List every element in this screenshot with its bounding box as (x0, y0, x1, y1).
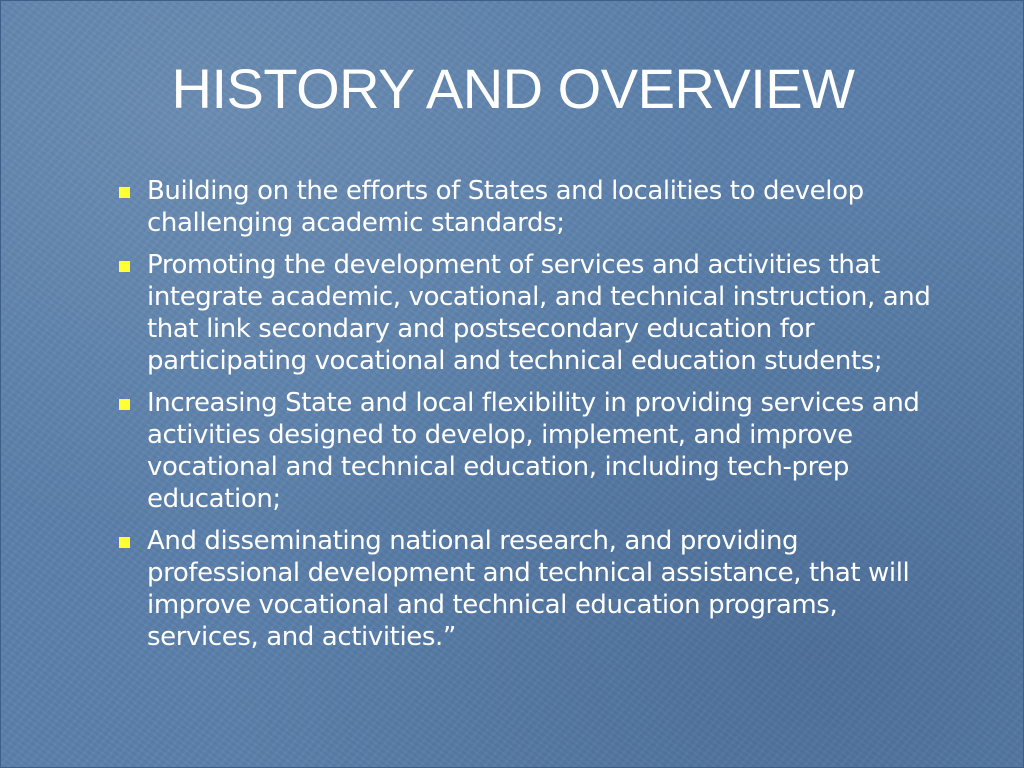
square-bullet-icon (119, 399, 130, 410)
bullet-text: Promoting the development of services and activities that integrate academic, vocational, and technical instruction, and that link secondary and postsecondary education for participating vocational and technical education students; (147, 250, 931, 376)
bullet-item (119, 387, 949, 515)
bullet-item (119, 175, 949, 239)
bullet-text: Building on the efforts of States and localities to develop challenging academic standards; (147, 176, 864, 238)
bullet-text: And disseminating national research, and providing professional development and technical assistance, that will improve vocational and technical education programs, services, and activities.” (147, 526, 910, 652)
square-bullet-icon (119, 187, 130, 198)
square-bullet-icon (119, 537, 130, 548)
bullet-text: Increasing State and local flexibility in providing services and activities designed to develop, implement, and improve vocational and technical education, including tech-prep education; (147, 388, 920, 514)
square-bullet-icon (119, 261, 130, 272)
slide-title: HISTORY AND OVERVIEW (171, 57, 855, 120)
bullet-item (119, 525, 949, 653)
bullet-item (119, 249, 949, 377)
bullet-list (119, 175, 949, 663)
